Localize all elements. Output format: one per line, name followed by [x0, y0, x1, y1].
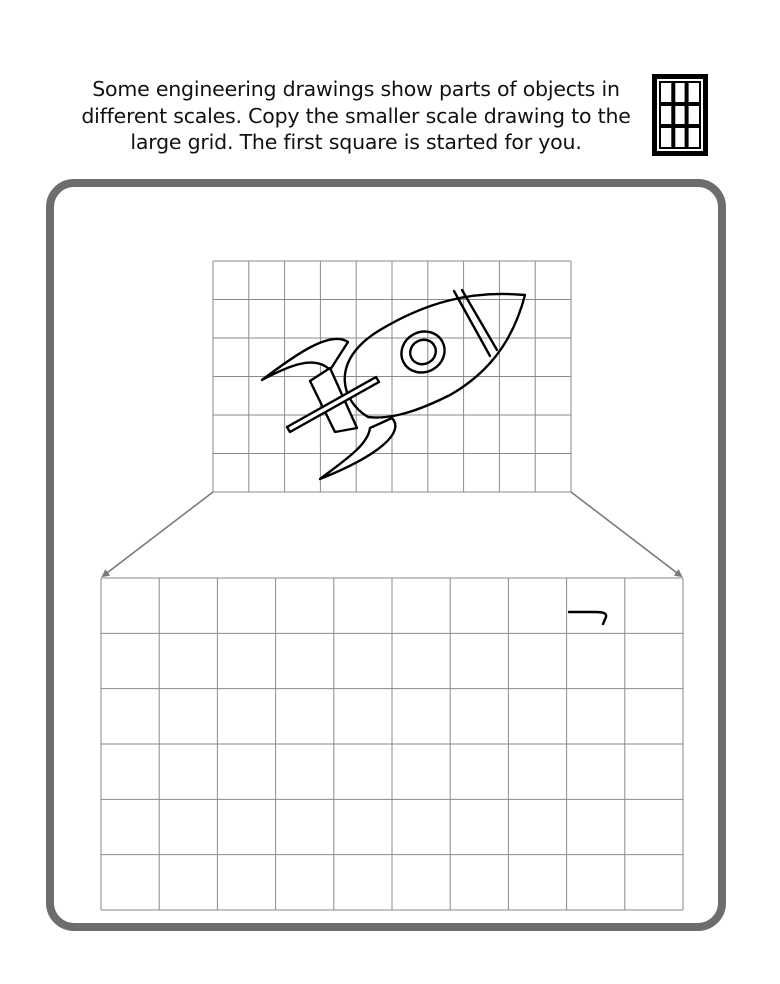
large-grid	[101, 578, 683, 910]
rocket-window-outer	[394, 324, 452, 380]
rocket-window-inner	[406, 335, 440, 368]
instructions-line-3: large grid. The first square is started for you.	[130, 130, 582, 154]
projection-arrow-left	[103, 492, 213, 576]
projection-arrow-right	[571, 492, 681, 576]
instructions-line-2: different scales. Copy the smaller scale drawing to the	[81, 103, 631, 128]
rocket-drawing	[262, 290, 525, 479]
started-stroke	[569, 612, 606, 624]
rocket-nose-line-1	[454, 291, 490, 356]
instructions-line-1: Some engineering drawings show parts of objects in	[92, 77, 620, 101]
rocket-fin-top	[262, 339, 348, 380]
